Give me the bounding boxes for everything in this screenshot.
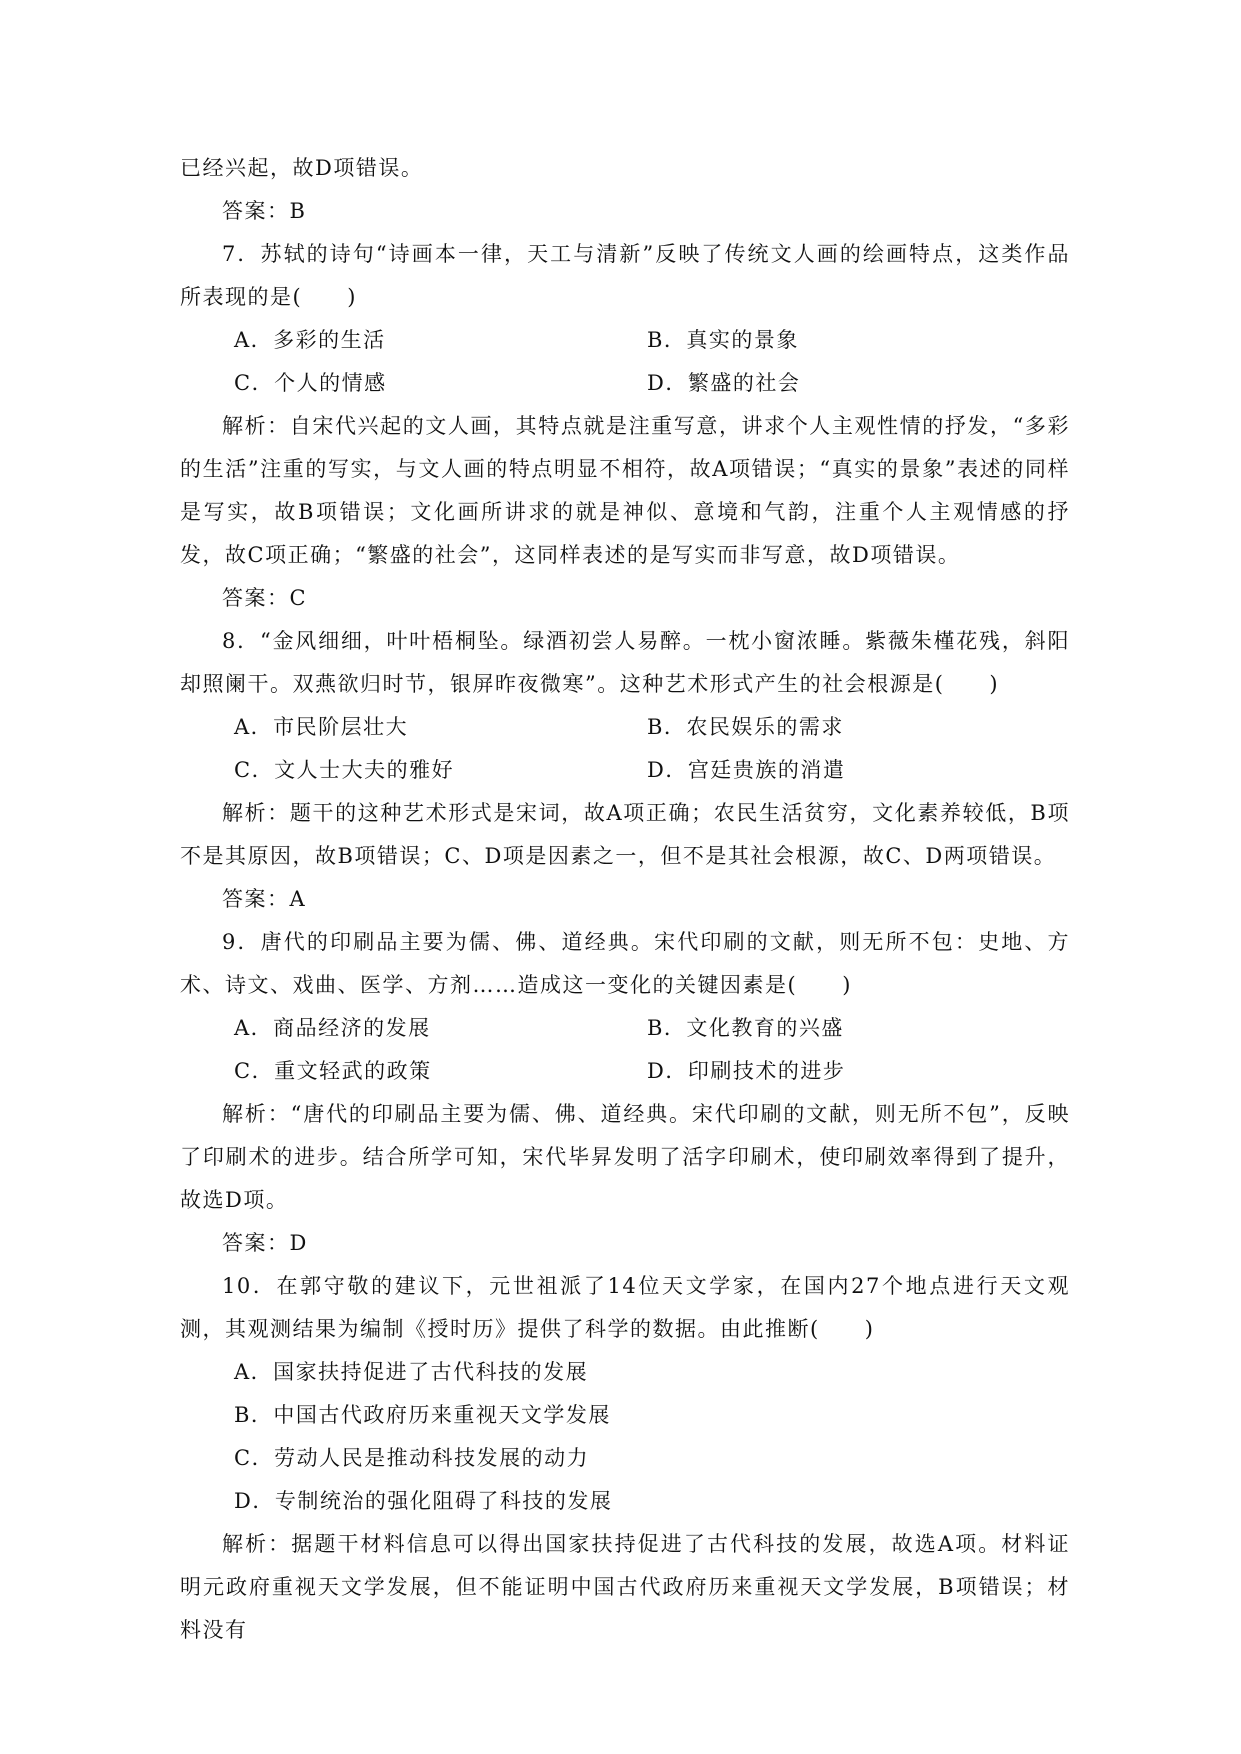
option-7a: A．多彩的生活 (234, 328, 386, 352)
option-9b: B．文化教育的兴盛 (647, 1016, 844, 1040)
page-content (180, 147, 1070, 1652)
answer-7: 答案：C (222, 586, 308, 610)
answer-6: 答案：B (222, 199, 307, 223)
question-7: 7．苏轼的诗句“诗画本一律，天工与清新”反映了传统文人画的绘画特点，这类作品所表现的是( ) (180, 242, 1070, 309)
question-9: 9．唐代的印刷品主要为儒、佛、道经典。宋代印刷的文献，则无所不包：史地、方术、诗文、戏曲、医学、方剂……造成这一变化的关键因素是( ) (180, 930, 1070, 997)
option-9d: D．印刷技术的进步 (647, 1059, 846, 1083)
options-7-row-2 (180, 362, 1070, 405)
option-8b: B．农民娱乐的需求 (647, 715, 844, 739)
options-9-row-1 (180, 1007, 1070, 1050)
option-10b: B．中国古代政府历来重视天文学发展 (234, 1403, 611, 1427)
answer-8: 答案：A (222, 887, 307, 911)
options-7-row-1 (180, 319, 1070, 362)
option-8a: A．市民阶层壮大 (234, 715, 409, 739)
option-10d: D．专制统治的强化阻碍了科技的发展 (234, 1489, 613, 1513)
question-8: 8．“金风细细，叶叶梧桐坠。绿酒初尝人易醉。一枕小窗浓睡。紫薇朱槿花残，斜阳却照阑干。双燕欲归时节，银屏昨夜微寒”。这种艺术形式产生的社会根源是( ) (180, 629, 1070, 696)
option-7b: B．真实的景象 (647, 328, 799, 352)
question-10: 10．在郭守敬的建议下，元世祖派了14位天文学家，在国内27个地点进行天文观测，其观测结果为编制《授时历》提供了科学的数据。由此推断( ) (180, 1274, 1070, 1341)
explanation-9: 解析：“唐代的印刷品主要为儒、佛、道经典。宋代印刷的文献，则无所不包”，反映了印刷术的进步。结合所学可知，宋代毕昇发明了活字印刷术，使印刷效率得到了提升，故选D项。 (180, 1102, 1070, 1212)
option-10a: A．国家扶持促进了古代科技的发展 (234, 1360, 589, 1384)
explanation-8: 解析：题干的这种艺术形式是宋词，故A项正确；农民生活贫穷，文化素养较低，B项不是其原因，故B项错误；C、D项是因素之一，但不是其社会根源，故C、D两项错误。 (180, 801, 1070, 868)
options-9-row-2 (180, 1050, 1070, 1093)
options-8-row-1 (180, 706, 1070, 749)
option-10c: C．劳动人民是推动科技发展的动力 (234, 1446, 590, 1470)
option-9c: C．重文轻武的政策 (234, 1059, 432, 1083)
explanation-7: 解析：自宋代兴起的文人画，其特点就是注重写意，讲求个人主观性情的抒发，“多彩的生活”注重的写实，与文人画的特点明显不相符，故A项错误；“真实的景象”表述的同样是写实，故B项错误；文化画所讲求的就是神似、意境和气韵，注重个人主观情感的抒发，故C项正确；“繁盛的社会”，这同样表述的是写实而非写意，故D项错误。 (180, 414, 1070, 567)
explanation-10: 解析：据题干材料信息可以得出国家扶持促进了古代科技的发展，故选A项。材料证明元政府重视天文学发展，但不能证明中国古代政府历来重视天文学发展，B项错误；材料没有 (180, 1532, 1070, 1642)
answer-9: 答案：D (222, 1231, 308, 1255)
options-8-row-2 (180, 749, 1070, 792)
continued-explanation: 已经兴起，故D项错误。 (180, 156, 424, 180)
option-8c: C．文人士大夫的雅好 (234, 758, 455, 782)
option-7d: D．繁盛的社会 (647, 371, 801, 395)
option-7c: C．个人的情感 (234, 371, 387, 395)
option-8d: D．宫廷贵族的消遣 (647, 758, 846, 782)
option-9a: A．商品经济的发展 (234, 1016, 431, 1040)
